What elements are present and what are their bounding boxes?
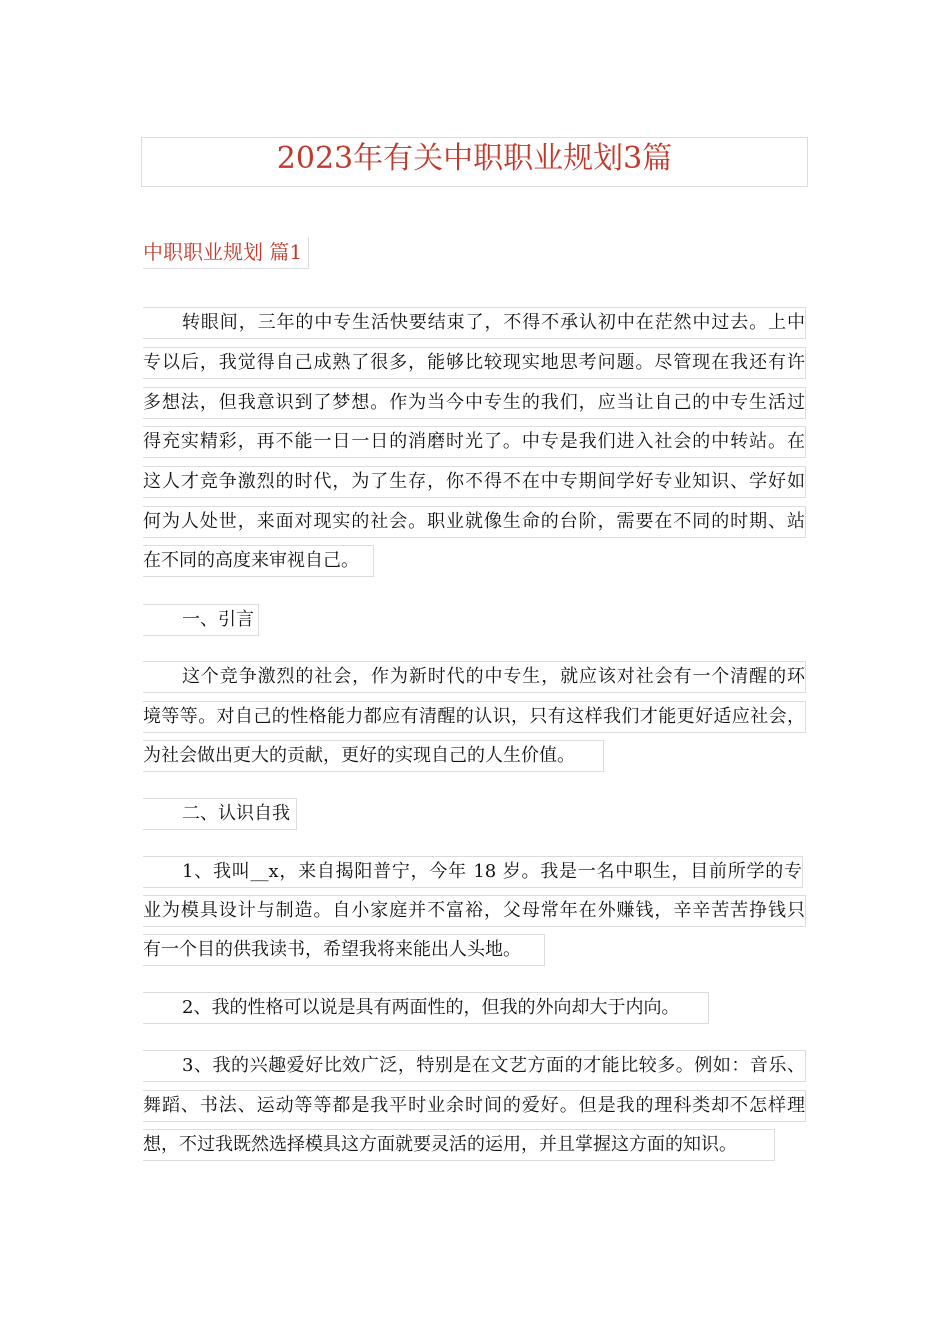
subheading-self-awareness: 二、认识自我 [143, 798, 297, 830]
paragraph-line: 这个竞争激烈的社会，作为新时代的中专生，就应该对社会有一个清醒的环 [143, 661, 806, 693]
paragraph-line: 3、我的兴趣爱好比效广泛，特别是在文艺方面的才能比较多。例如：音乐、 [143, 1050, 806, 1082]
paragraph-line: 境等等。对自己的性格能力都应有清醒的认识，只有这样我们才能更好适应社会， [143, 701, 806, 733]
paragraph-line: 多想法，但我意识到了梦想。作为当今中专生的我们，应当让自己的中专生活过 [143, 387, 806, 419]
paragraph-line: 业为模具设计与制造。自小家庭并不富裕，父母常年在外赚钱，辛辛苦苦挣钱只 [143, 895, 806, 927]
paragraph-line: 为社会做出更大的贡献，更好的实现自己的人生价值。 [143, 740, 604, 772]
subheading-introduction: 一、引言 [143, 604, 259, 636]
paragraph-line: 在不同的高度来审视自己。 [143, 545, 374, 577]
section-heading: 中职职业规划 篇1 [143, 237, 309, 269]
paragraph-line: 舞蹈、书法、运动等等都是我平时业余时间的爱好。但是我的理科类却不怎样理 [143, 1090, 806, 1122]
paragraph-line: 转眼间，三年的中专生活快要结束了，不得不承认初中在茫然中过去。上中 [143, 307, 806, 339]
paragraph-line: 1、我叫__x，来自揭阳普宁，今年 18 岁。我是一名中职生，目前所学的专 [143, 856, 803, 888]
paragraph-line: 想，不过我既然选择模具这方面就要灵活的运用，并且掌握这方面的知识。 [143, 1129, 775, 1161]
paragraph-line: 何为人处世，来面对现实的社会。职业就像生命的台阶，需要在不同的时期、站 [143, 506, 806, 538]
paragraph-line: 这人才竞争激烈的时代，为了生存，你不得不在中专期间学好专业知识、学好如 [143, 466, 806, 498]
document-title: 2023年有关中职职业规划3篇 [141, 137, 808, 187]
paragraph-line: 有一个目的供我读书，希望我将来能出人头地。 [143, 934, 545, 966]
paragraph-line: 得充实精彩，再不能一日一日的消磨时光了。中专是我们进入社会的中转站。在 [143, 426, 806, 458]
paragraph-line: 2、我的性格可以说是具有两面性的，但我的外向却大于内向。 [143, 992, 709, 1024]
paragraph-line: 专以后，我觉得自己成熟了很多，能够比较现实地思考问题。尽管现在我还有许 [143, 347, 806, 379]
